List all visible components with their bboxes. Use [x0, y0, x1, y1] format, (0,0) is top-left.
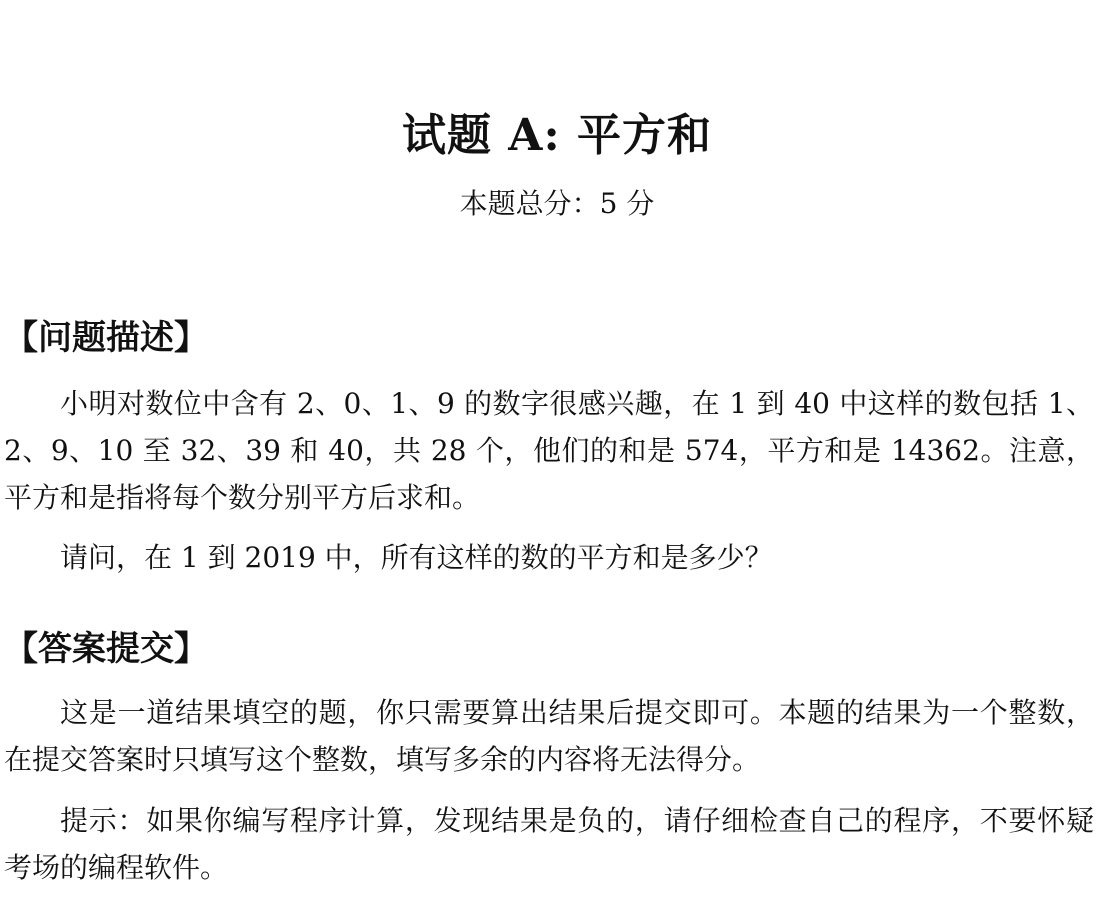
submission-paragraph: 这是一道结果填空的题，你只需要算出结果后提交即可。本题的结果为一个整数，在提交答案时只填写这个整数，填写多余的内容将无法得分。	[4, 696, 1094, 776]
question-paragraph: 请问，在 1 到 2019 中，所有这样的数的平方和是多少？	[60, 541, 773, 574]
description-paragraph: 小明对数位中含有 2、0、1、9 的数字很感兴趣，在 1 到 40 中这样的数包括 1、2、9、10 至 32、39 和 40，共 28 个，他们的和是 574，平方和是 14362。注意，平方和是指将每个数分别平方后求和。	[4, 387, 1094, 514]
total-score: 本题总分：5 分	[459, 187, 655, 220]
section-heading-description: 【问题描述】	[4, 318, 208, 358]
hint-paragraph: 提示：如果你编写程序计算，发现结果是负的，请仔细检查自己的程序，不要怀疑考场的编程软件。	[4, 804, 1094, 884]
section-heading-submission: 【答案提交】	[4, 629, 208, 669]
problem-title: 试题 A: 平方和	[401, 110, 713, 161]
